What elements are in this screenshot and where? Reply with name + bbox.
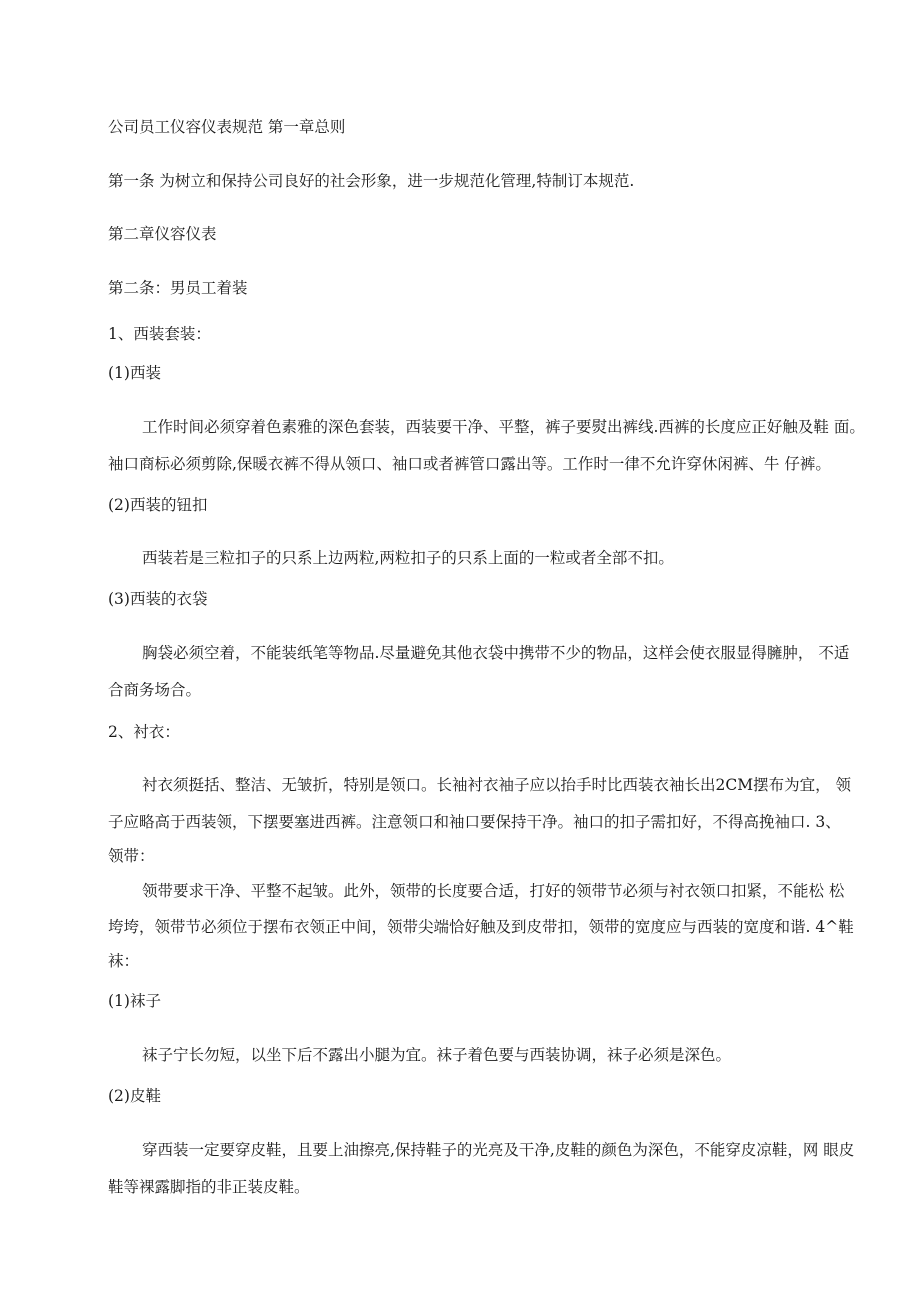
shoes-paragraph-line-1: 穿西装一定要穿皮鞋，且要上油擦亮,保持鞋子的光亮及干净,皮鞋的颜色为深色，不能穿皮凉鞋，网 眼皮 [142,1141,855,1159]
subsection-shoes: (2)皮鞋 [108,1087,161,1105]
suit-paragraph-line-1: 工作时间必须穿着色素雅的深色套装，西装要干净、平整，裤子要熨出裤线.西裤的长度应正好触及鞋 面。 [142,418,865,436]
subsection-suit: (1)西装 [108,364,161,382]
subsection-socks: (1)袜子 [108,992,161,1010]
shirt-paragraph-line-3: 领带： [108,847,155,865]
tie-paragraph-line-2: 垮垮，领带节必须位于摆布衣领正中间，领带尖端恰好触及到皮带扣，领带的宽度应与西装的宽度和谐. 4^鞋 [108,918,854,936]
shirt-paragraph-line-2: 子应略高于西装领，下摆要塞进西裤。注意领口和袖口要保持干净。袖口的扣子需扣好，不得高挽袖口. 3、 [108,813,841,831]
buttons-paragraph-line-1: 西装若是三粒扣子的只系上边两粒,两粒扣子的只系上面的一粒或者全部不扣。 [142,549,674,567]
subsection-buttons: (2)西装的钮扣 [108,496,208,514]
shirt-paragraph-line-1: 衬衣须挺括、整洁、无皱折，特别是领口。长袖衬衣袖子应以抬手时比西装衣袖长出2CM摆布为宜， 领 [142,776,852,794]
article-2: 第二条：男员工着装 [108,279,248,297]
article-1: 第一条 为树立和保持公司良好的社会形象，进一步规范化管理,特制订本规范. [108,172,635,190]
pockets-paragraph-line-2: 合商务场合。 [108,681,202,699]
tie-paragraph-line-1: 领带要求干净、平整不起皱。此外，领带的长度要合适，打好的领带节必须与衬衣领口扣紧，不能松 松 [142,882,845,900]
subsection-pockets: (3)西装的衣袋 [108,590,208,608]
pockets-paragraph-line-1: 胸袋必须空着，不能装纸笔等物品.尽量避免其他衣袋中携带不少的物品，这样会使衣服显得臃肿， 不适 [142,644,850,662]
tie-paragraph-line-3: 袜： [108,952,140,970]
chapter-2-heading: 第二章仪容仪表 [108,225,217,243]
shoes-paragraph-line-2: 鞋等裸露脚指的非正装皮鞋。 [108,1178,310,1196]
section-1-heading: 1、西装套装： [108,325,211,343]
socks-paragraph-line-1: 袜子宁长勿短，以坐下后不露出小腿为宜。袜子着色要与西装协调，袜子必须是深色。 [142,1046,732,1064]
document-title: 公司员工仪容仪表规范 第一章总则 [108,118,346,136]
suit-paragraph-line-2: 袖口商标必须剪除,保暖衣裤不得从领口、袖口或者裤管口露出等。工作时一律不允许穿休闲裤、牛 仔裤。 [108,455,831,473]
section-2-heading: 2、衬衣： [108,723,180,741]
